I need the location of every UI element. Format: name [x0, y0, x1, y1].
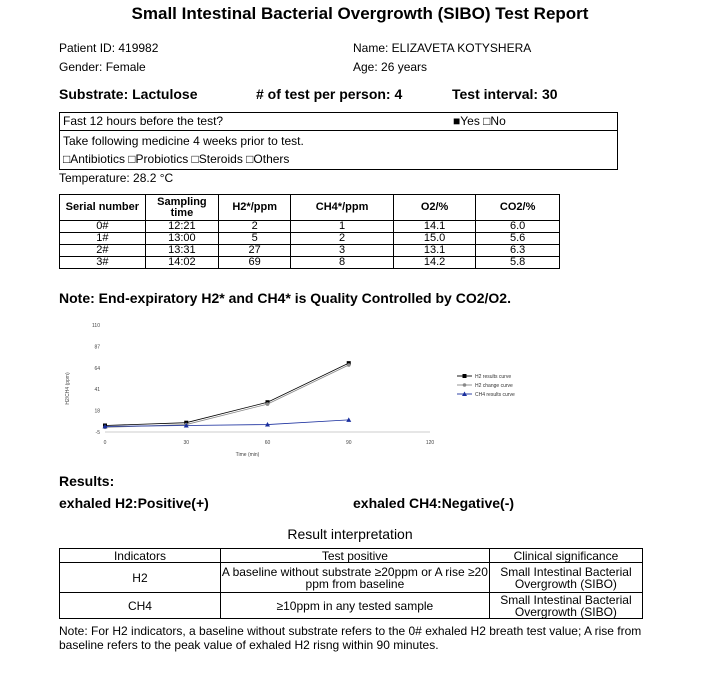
- cell-ch4: 3: [291, 245, 394, 257]
- legend-item: [457, 374, 511, 380]
- x-tick-label: 30: [183, 440, 190, 446]
- x-tick-label: 60: [264, 440, 271, 446]
- table-row: [60, 221, 560, 233]
- header-o2: O2/%: [393, 195, 475, 221]
- legend-label: H2 results curve: [475, 374, 512, 380]
- cell-serial: 2#: [60, 245, 146, 257]
- interpretation-table: [59, 548, 643, 619]
- fast-row: [59, 112, 618, 131]
- patient-name: Name: ELIZAVETA KOTYSHERA: [353, 41, 532, 55]
- chart-axes: [65, 323, 434, 458]
- x-tick-label: 120: [425, 440, 435, 446]
- fast-question: Fast 12 hours before the test?: [63, 114, 224, 128]
- interpretation-heading: Result interpretation: [287, 526, 413, 542]
- legend-item: [457, 392, 515, 399]
- series-line: [105, 365, 349, 427]
- tests-per-person: # of test per person: 4: [256, 86, 403, 102]
- qc-note: Note: End-expiratory H2* and CH4* is Quality Controlled by CO2/O2.: [59, 290, 511, 306]
- cell-time: 13:00: [145, 233, 218, 245]
- y-tick-label: 87: [94, 344, 100, 351]
- breath-data-table: [59, 194, 560, 269]
- y-tick-label: 18: [94, 408, 100, 415]
- header-clinical: Clinical significance: [489, 549, 642, 563]
- header-h2: H2*/ppm: [219, 195, 291, 221]
- header-test-positive: Test positive: [220, 549, 489, 563]
- x-tick-label: 0: [103, 440, 107, 446]
- cell-ch4: 1: [291, 221, 394, 233]
- data-point: [347, 363, 351, 367]
- cell-h2: 69: [219, 257, 291, 269]
- test-interval: Test interval: 30: [452, 86, 558, 102]
- interp-significance: Small Intestinal Bacterial Overgrowth (SIBO): [489, 563, 642, 593]
- cell-serial: 1#: [60, 233, 146, 245]
- chart-legend: [457, 374, 515, 398]
- temperature: Temperature: 28.2 °C: [59, 171, 174, 185]
- series-2: [103, 417, 352, 428]
- cell-serial: 3#: [60, 257, 146, 269]
- cell-co2: 5.8: [476, 257, 560, 269]
- substrate: Substrate: Lactulose: [59, 86, 198, 102]
- cell-co2: 6.0: [476, 221, 560, 233]
- cell-co2: 6.3: [476, 245, 560, 257]
- patient-gender: Gender: Female: [59, 60, 146, 74]
- data-point: [266, 402, 270, 406]
- patient-id: Patient ID: 419982: [59, 41, 159, 55]
- table-row: [60, 257, 560, 269]
- y-tick-label: 64: [94, 365, 100, 372]
- header-co2: CO2/%: [476, 195, 560, 221]
- cell-h2: 5: [219, 233, 291, 245]
- h2-result: exhaled H2:Positive(+): [59, 495, 209, 511]
- cell-h2: 2: [219, 221, 291, 233]
- table-row: [60, 245, 560, 257]
- header-ch4: CH4*/ppm: [291, 195, 394, 221]
- y-tick-label: -5: [95, 430, 100, 436]
- interp-row: [60, 563, 643, 593]
- medicine-line: Take following medicine 4 weeks prior to test.: [63, 134, 304, 148]
- cell-time: 13:31: [145, 245, 218, 257]
- series-line: [105, 363, 349, 425]
- data-point: [463, 374, 467, 378]
- report-title: Small Intestinal Bacterial Overgrowth (SIBO) Test Report: [131, 4, 589, 23]
- series-line: [105, 420, 349, 427]
- interp-indicator: H2: [60, 563, 221, 593]
- data-point: [463, 383, 467, 387]
- cell-o2: 14.1: [393, 221, 475, 233]
- cell-h2: 27: [219, 245, 291, 257]
- medicine-options: □Antibiotics □Probiotics □Steroids □Others: [63, 152, 290, 166]
- cell-ch4: 8: [291, 257, 394, 269]
- breath-curve-chart: [60, 316, 580, 462]
- chart-series: [103, 361, 352, 429]
- results-heading: Results:: [59, 473, 115, 489]
- header-indicators: Indicators: [60, 549, 221, 563]
- header-serial: Serial number: [60, 195, 146, 221]
- y-axis-label: H2/CH4 (ppm): [65, 372, 71, 405]
- y-tick-label: 110: [92, 323, 100, 329]
- interp-significance: Small Intestinal Bacterial Overgrowth (SIBO): [489, 593, 642, 619]
- cell-o2: 13.1: [393, 245, 475, 257]
- patient-age: Age: 26 years: [353, 60, 428, 74]
- legend-label: H2 change curve: [475, 383, 513, 389]
- interp-indicator: CH4: [60, 593, 221, 619]
- legend-label: CH4 results curve: [475, 392, 515, 398]
- cell-time: 12:21: [145, 221, 218, 233]
- ch4-result: exhaled CH4:Negative(-): [353, 495, 515, 511]
- cell-co2: 5.6: [476, 233, 560, 245]
- header-time: Sampling time: [145, 195, 218, 221]
- footnote: Note: For H2 indicators, a baseline without substrate refers to the 0# exhaled H2 breath test value; A rise from baseline refers to the peak value of exhaled H2 risng within 90 minutes.: [59, 624, 642, 652]
- x-tick-label: 90: [345, 440, 352, 446]
- cell-o2: 15.0: [393, 233, 475, 245]
- interp-criterion: ≥10ppm in any tested sample: [220, 593, 489, 619]
- medicine-box: [59, 130, 618, 170]
- y-tick-label: 41: [94, 387, 100, 394]
- table-row: [60, 233, 560, 245]
- cell-time: 14:02: [145, 257, 218, 269]
- series-1: [103, 363, 350, 429]
- fast-answer: ■Yes □No: [453, 114, 506, 128]
- series-0: [103, 361, 351, 427]
- cell-ch4: 2: [291, 233, 394, 245]
- x-axis-label: Time (min): [235, 452, 260, 458]
- interp-row: [60, 593, 643, 619]
- legend-item: [457, 383, 513, 389]
- interp-criterion: A baseline without substrate ≥20ppm or A rise ≥20 ppm from baseline: [221, 564, 488, 591]
- cell-o2: 14.2: [393, 257, 475, 269]
- cell-serial: 0#: [60, 221, 146, 233]
